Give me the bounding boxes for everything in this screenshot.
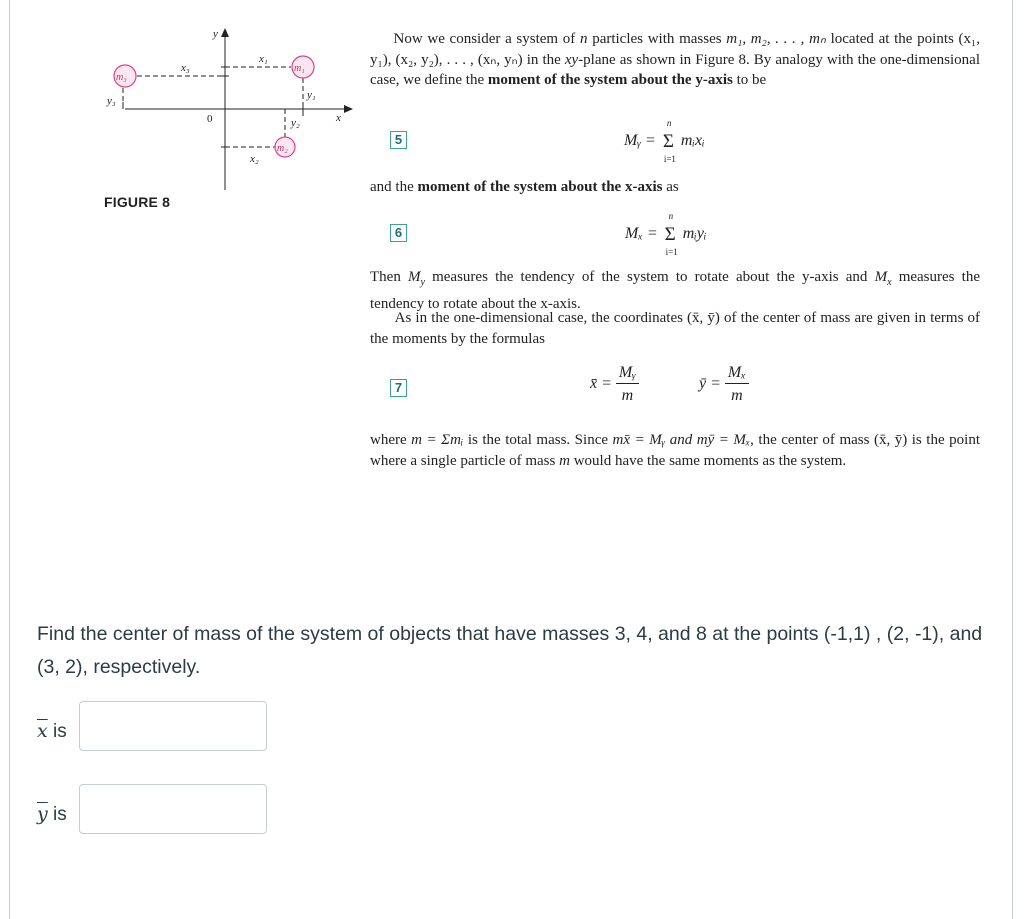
ybar-answer-input[interactable] xyxy=(79,784,267,834)
figure-caption: FIGURE 8 xyxy=(104,194,171,210)
question-text: Find the center of mass of the system of objects that have masses 3, 4, and 8 at the points (-1,1) , (2, -1), and (3, 2), respectively. xyxy=(37,623,983,678)
label-m3: m₃ xyxy=(116,72,127,83)
paragraph-moment-y: Now we consider a system of n particles with masses m₁, m₂, . . . , mₙ located at the points (x₁, y₁), (x₂, y₂), . . . , (xₙ, yₙ) in the xy-plane as shown in Figure 8. By analogy with the one-dimensional case, we define the moment of the system about the y-axis to be xyxy=(370,31,981,88)
paragraph-rotation: Then $M_y$ measures the tendency of the system to rotate about the y-axis and $M_x$ measures the tendency to rotate about the x-axis. xyxy=(370,269,980,312)
label-y1: y₁ xyxy=(307,89,316,101)
label-m1: m₁ xyxy=(294,63,305,74)
ybar-label: $\overline{y}$ is xyxy=(37,803,67,825)
label-origin: 0 xyxy=(207,113,213,125)
equation-number-6: 6 xyxy=(390,224,407,242)
label-axis-y: y xyxy=(213,28,218,40)
equation-number-5: 5 xyxy=(390,131,407,149)
label-m2: m₂ xyxy=(277,143,288,154)
label-y3: y₃ xyxy=(107,95,116,107)
label-x3: x₃ xyxy=(181,62,190,74)
x-axis-arrow xyxy=(344,105,353,113)
sum-symbol: Σ n i=1 xyxy=(664,211,678,257)
label-x2: x₂ xyxy=(250,153,259,165)
xbar-answer-input[interactable] xyxy=(79,701,267,751)
paragraph-center-of-mass: As in the one-dimensional case, the coordinates (x̄, ȳ) of the center of mass are given in terms of the moments by the formulas xyxy=(370,310,981,347)
equation-7-xbar: x̄ = $\frac{\text{Mᵧ}}{m}$ xyxy=(590,364,639,405)
figure-8-diagram xyxy=(95,22,365,197)
label-y2: y₂ xyxy=(291,117,300,129)
paragraph-total-mass: where m = Σmᵢ is the total mass. Since mx̄ = Mᵧ and mȳ = Mₓ, the center of mass (x̄, ȳ) is the point where a single particle of mass m would have the same moments as the system. xyxy=(370,432,980,469)
equation-number-7: 7 xyxy=(390,379,407,397)
sum-symbol: Σ n i=1 xyxy=(662,118,676,164)
label-axis-x: x xyxy=(336,112,341,124)
y-axis-arrow xyxy=(221,28,229,37)
equation-6: Mₓ = Σ n i=1 mᵢyᵢ xyxy=(625,211,707,257)
xbar-label: $\overline{x}$ is xyxy=(37,720,67,742)
equation-7-ybar: ȳ = $\frac{\text{Mₓ}}{m}$ xyxy=(699,364,749,405)
paragraph-moment-x: and the moment of the system about the x-axis as xyxy=(370,179,679,195)
label-x1: x₁ xyxy=(259,53,268,65)
equation-5: Mᵧ = Σ n i=1 mᵢxᵢ xyxy=(624,118,705,164)
